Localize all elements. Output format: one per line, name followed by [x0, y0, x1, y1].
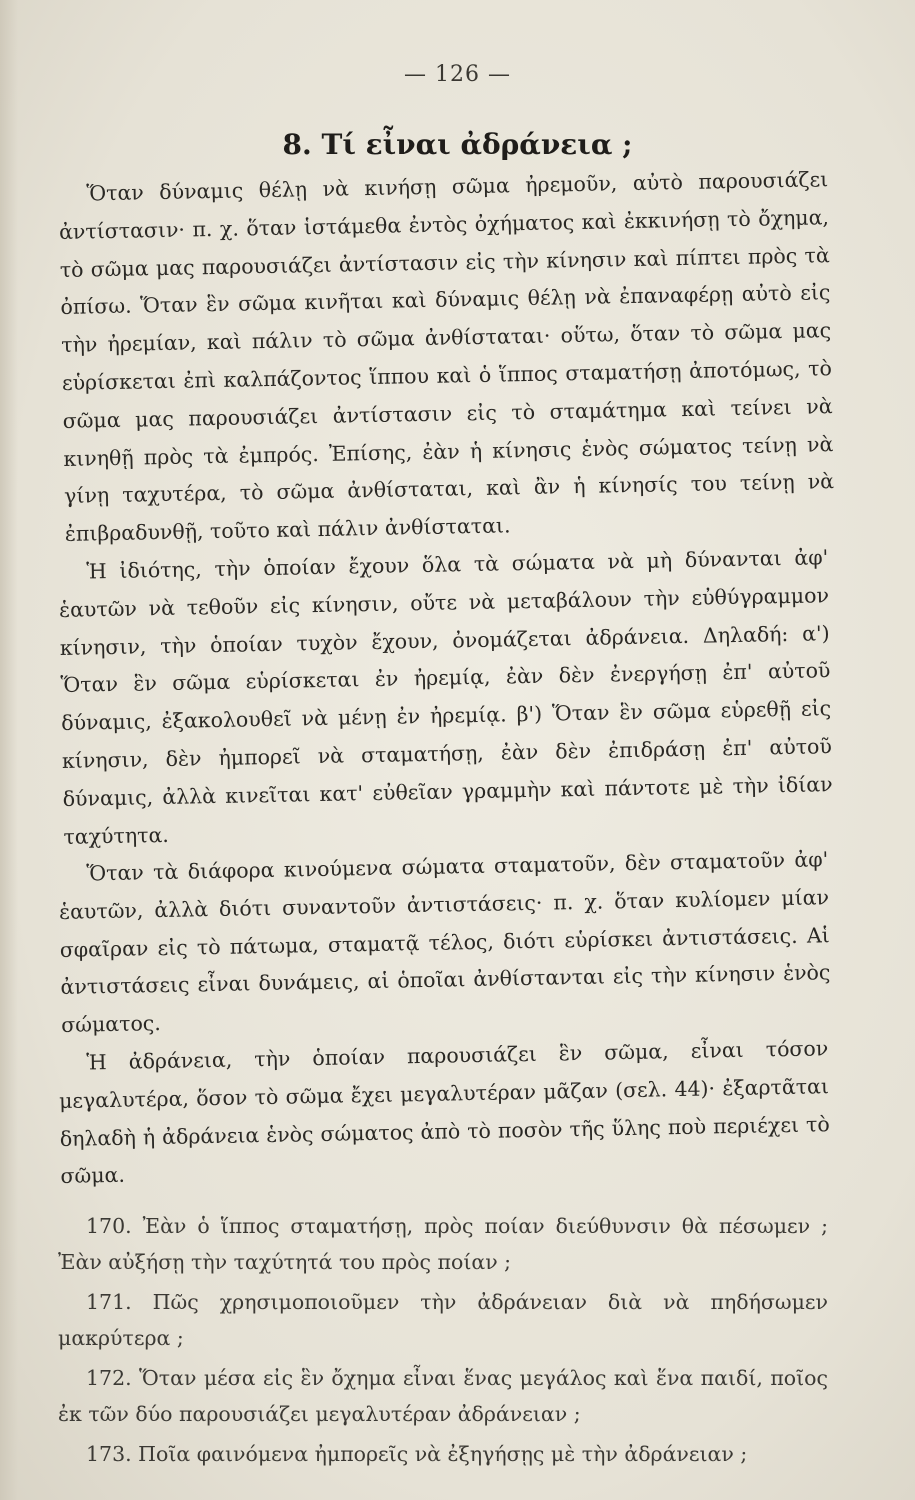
- page-gutter-shadow: [0, 0, 18, 1500]
- section-title: 8. Τί εἶναι ἀδράνεια ;: [282, 128, 633, 161]
- question-172: 172. Ὅταν μέσα εἰς ἓν ὄχημα εἶναι ἕνας μεγάλος καὶ ἕνα παιδί, ποῖος ἐκ τῶν δύο παρουσιάζει μεγαλυτέραν ἀδράνειαν ;: [58, 1366, 828, 1426]
- main-text: [58, 167, 835, 1197]
- page-number: — 126 —: [404, 62, 511, 87]
- question-173: 173. Ποῖα φαινόμενα ἠμπορεῖς νὰ ἐξηγήσῃς μὲ τὴν ἀδράνειαν ;: [86, 1442, 748, 1466]
- paragraph-inertia-definition: Ἡ ἰδιότης, τὴν ὁποίαν ἔχουν ὅλα τὰ σώματα νὰ μὴ δύνανται ἀφ' ἑαυτῶν νὰ τεθοῦν εἰς κίνησιν, οὔτε νὰ μεταβάλουν τὴν εὐθύγραμμον κίνησιν, τὴν ὁποίαν τυχὸν ἔχουν, ὀνομάζεται ἀδράνεια. Δηλαδή: α') Ὅταν ἓν σῶμα εὑρίσκεται ἐν ἠρεμίᾳ, ἐὰν δὲν ἐνεργήσῃ ἐπ' αὐτοῦ δύναμις, ἐξακολουθεῖ νὰ μένῃ ἐν ἠρεμίᾳ. β') Ὅταν ἓν σῶμα εὑρεθῇ εἰς κίνησιν, δὲν ἠμπορεῖ νὰ σταματήσῃ, ἐὰν δὲν ἐπιδράσῃ ἐπ' αὐτοῦ δύναμις, ἀλλὰ κινεῖται κατ' εὐθεῖαν γραμμὴν καὶ πάντοτε μὲ τὴν ἰδίαν ταχύτητα.: [58, 545, 833, 849]
- paragraph-resistance: Ὅταν δύναμις θέλῃ νὰ κινήσῃ σῶμα ἠρεμοῦν, αὐτὸ παρουσιάζει ἀντίστασιν· π. χ. ὅταν ἱστάμεθα ἐντὸς ὀχήματος καὶ ἐκκινήσῃ τὸ ὄχημα, τὸ σῶμα μας παρουσιάζει ἀντίστασιν εἰς τὴν κίνησιν καὶ πίπτει πρὸς τὰ ὀπίσω. Ὅταν ἓν σῶμα κινῆται καὶ δύναμις θέλῃ νὰ ἐπαναφέρῃ αὐτὸ εἰς τὴν ἠρεμίαν, καὶ πάλιν τὸ σῶμα ἀνθίσταται· οὕτω, ὅταν τὸ σῶμα μας εὑρίσκεται ἐπὶ καλπάζοντος ἵππου καὶ ὁ ἵππος σταματήσῃ ἀποτόμως, τὸ σῶμα μας παρουσιάζει ἀντίστασιν εἰς τὸ σταμάτημα καὶ τείνει νὰ κινηθῇ πρὸς τὰ ἐμπρός. Ἐπίσης, ἐὰν ἡ κίνησις ἑνὸς σώματος τείνῃ νὰ γίνῃ ταχυτέρα, τὸ σῶμα ἀνθίσταται, καὶ ἂν ἡ κίνησίς του τείνῃ νὰ ἐπιβραδυνθῇ, τοῦτο καὶ πάλιν ἀνθίσταται.: [58, 167, 835, 547]
- paragraph-resistances: Ὅταν τὰ διάφορα κινούμενα σώματα σταματοῦν, δὲν σταματοῦν ἀφ' ἑαυτῶν, ἀλλὰ διότι συναντοῦν ἀντιστάσεις· π. χ. ὅταν κυλίομεν μίαν σφαῖραν εἰς τὸ πάτωμα, σταματᾷ τέλος, διότι εὑρίσκει ἀντιστάσεις. Αἱ ἀντιστάσεις εἶναι δυνάμεις, αἱ ὁποῖαι ἀνθίστανται εἰς τὴν κίνησιν ἑνὸς σώματος.: [58, 847, 831, 1038]
- question-170: 170. Ἐὰν ὁ ἵππος σταματήσῃ, πρὸς ποίαν διεύθυνσιν θὰ πέσωμεν ; Ἐὰν αὐξήσῃ τὴν ταχύτητά του πρὸς ποίαν ;: [58, 1214, 828, 1274]
- exercise-questions: [58, 1208, 828, 1476]
- paragraph-inertia-mass: Ἡ ἀδράνεια, τὴν ὁποίαν παρουσιάζει ἓν σῶμα, εἶναι τόσον μεγαλυτέρα, ὅσον τὸ σῶμα ἔχει μεγαλυτέραν μᾶζαν (σελ. 44)· ἐξαρτᾶται δηλαδὴ ἡ ἀδράνεια ἑνὸς σώματος ἀπὸ τὸ ποσὸν τῆς ὕλης ποὺ περιέχει τὸ σῶμα.: [58, 1036, 830, 1189]
- question-171: 171. Πῶς χρησιμοποιοῦμεν τὴν ἀδράνειαν διὰ νὰ πηδήσωμεν μακρύτερα ;: [58, 1290, 828, 1350]
